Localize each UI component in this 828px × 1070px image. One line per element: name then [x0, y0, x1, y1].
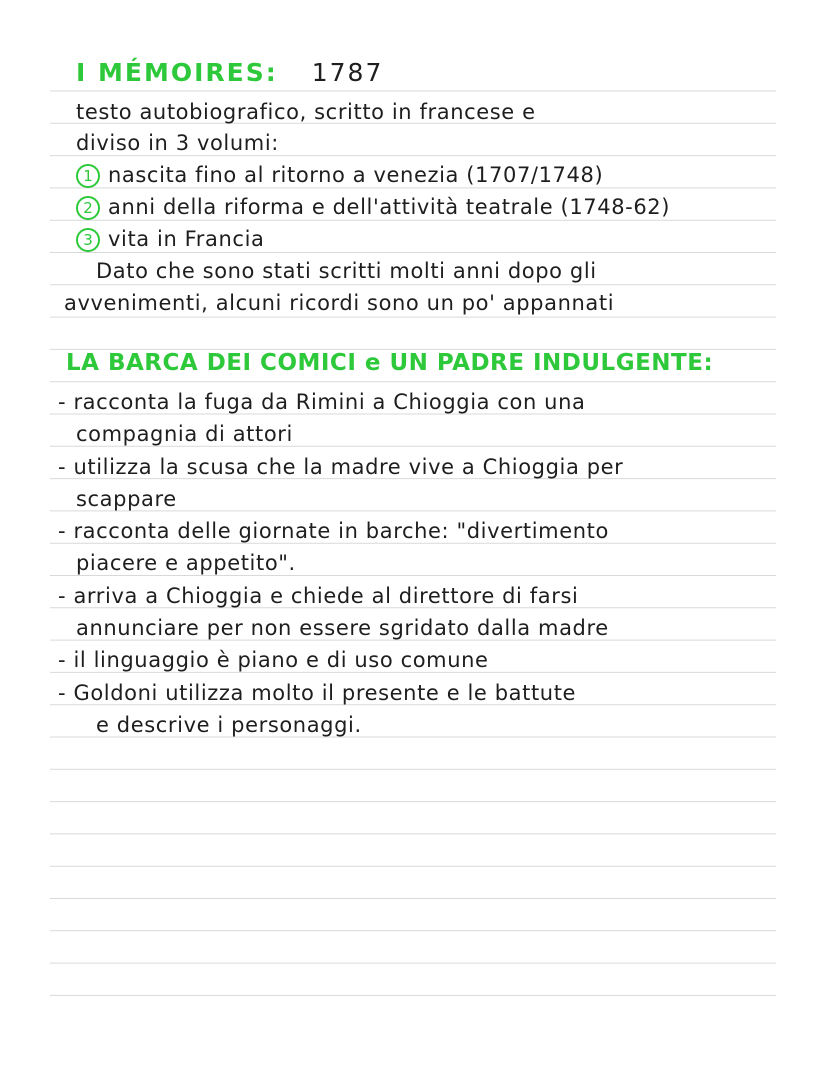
barca-line-7: - arriva a Chioggia e chiede al direttore di farsi — [58, 584, 579, 608]
volume-text: anni della riforma e dell'attività teatrale (1748-62) — [108, 195, 671, 219]
memoires-note-1: Dato che sono stati scritti molti anni dopo gli — [96, 259, 597, 283]
memoires-heading — [76, 58, 383, 87]
barca-line-2: compagnia di attori — [76, 422, 293, 446]
memoires-line-1: testo autobiografico, scritto in francese e — [76, 100, 536, 124]
barca-line-1: - racconta la fuga da Rimini a Chioggia con una — [58, 390, 586, 414]
memoires-year: 1787 — [311, 58, 384, 87]
memoires-line-2: diviso in 3 volumi: — [76, 131, 279, 155]
memoires-note-2: avvenimenti, alcuni ricordi sono un po' appannati — [64, 291, 615, 315]
volume-number-circle: 3 — [76, 228, 100, 252]
volume-text: vita in Francia — [108, 227, 265, 251]
barca-line-10: - Goldoni utilizza molto il presente e le battute — [58, 681, 577, 705]
volume-item-1 — [76, 163, 603, 188]
barca-line-9: - il linguaggio è piano e di uso comune — [58, 648, 489, 672]
volume-item-3 — [76, 227, 264, 252]
barca-line-5: - racconta delle giornate in barche: "divertimento — [58, 519, 609, 543]
barca-line-6: piacere e appetito". — [76, 551, 296, 575]
volume-item-2 — [76, 195, 670, 220]
memoires-title: I MÉMOIRES: — [76, 58, 278, 87]
volume-number-circle: 1 — [76, 164, 100, 188]
volume-text: nascita fino al ritorno a venezia (1707/1748) — [108, 163, 604, 187]
barca-line-3: - utilizza la scusa che la madre vive a Chioggia per — [58, 455, 624, 479]
barca-line-8: annunciare per non essere sgridato dalla madre — [76, 616, 609, 640]
barca-line-11: e descrive i personaggi. — [96, 713, 362, 737]
barca-line-4: scappare — [76, 487, 177, 511]
volume-number-circle: 2 — [76, 196, 100, 220]
barca-heading: LA BARCA DEI COMICI e UN PADRE INDULGENTE: — [66, 350, 714, 376]
